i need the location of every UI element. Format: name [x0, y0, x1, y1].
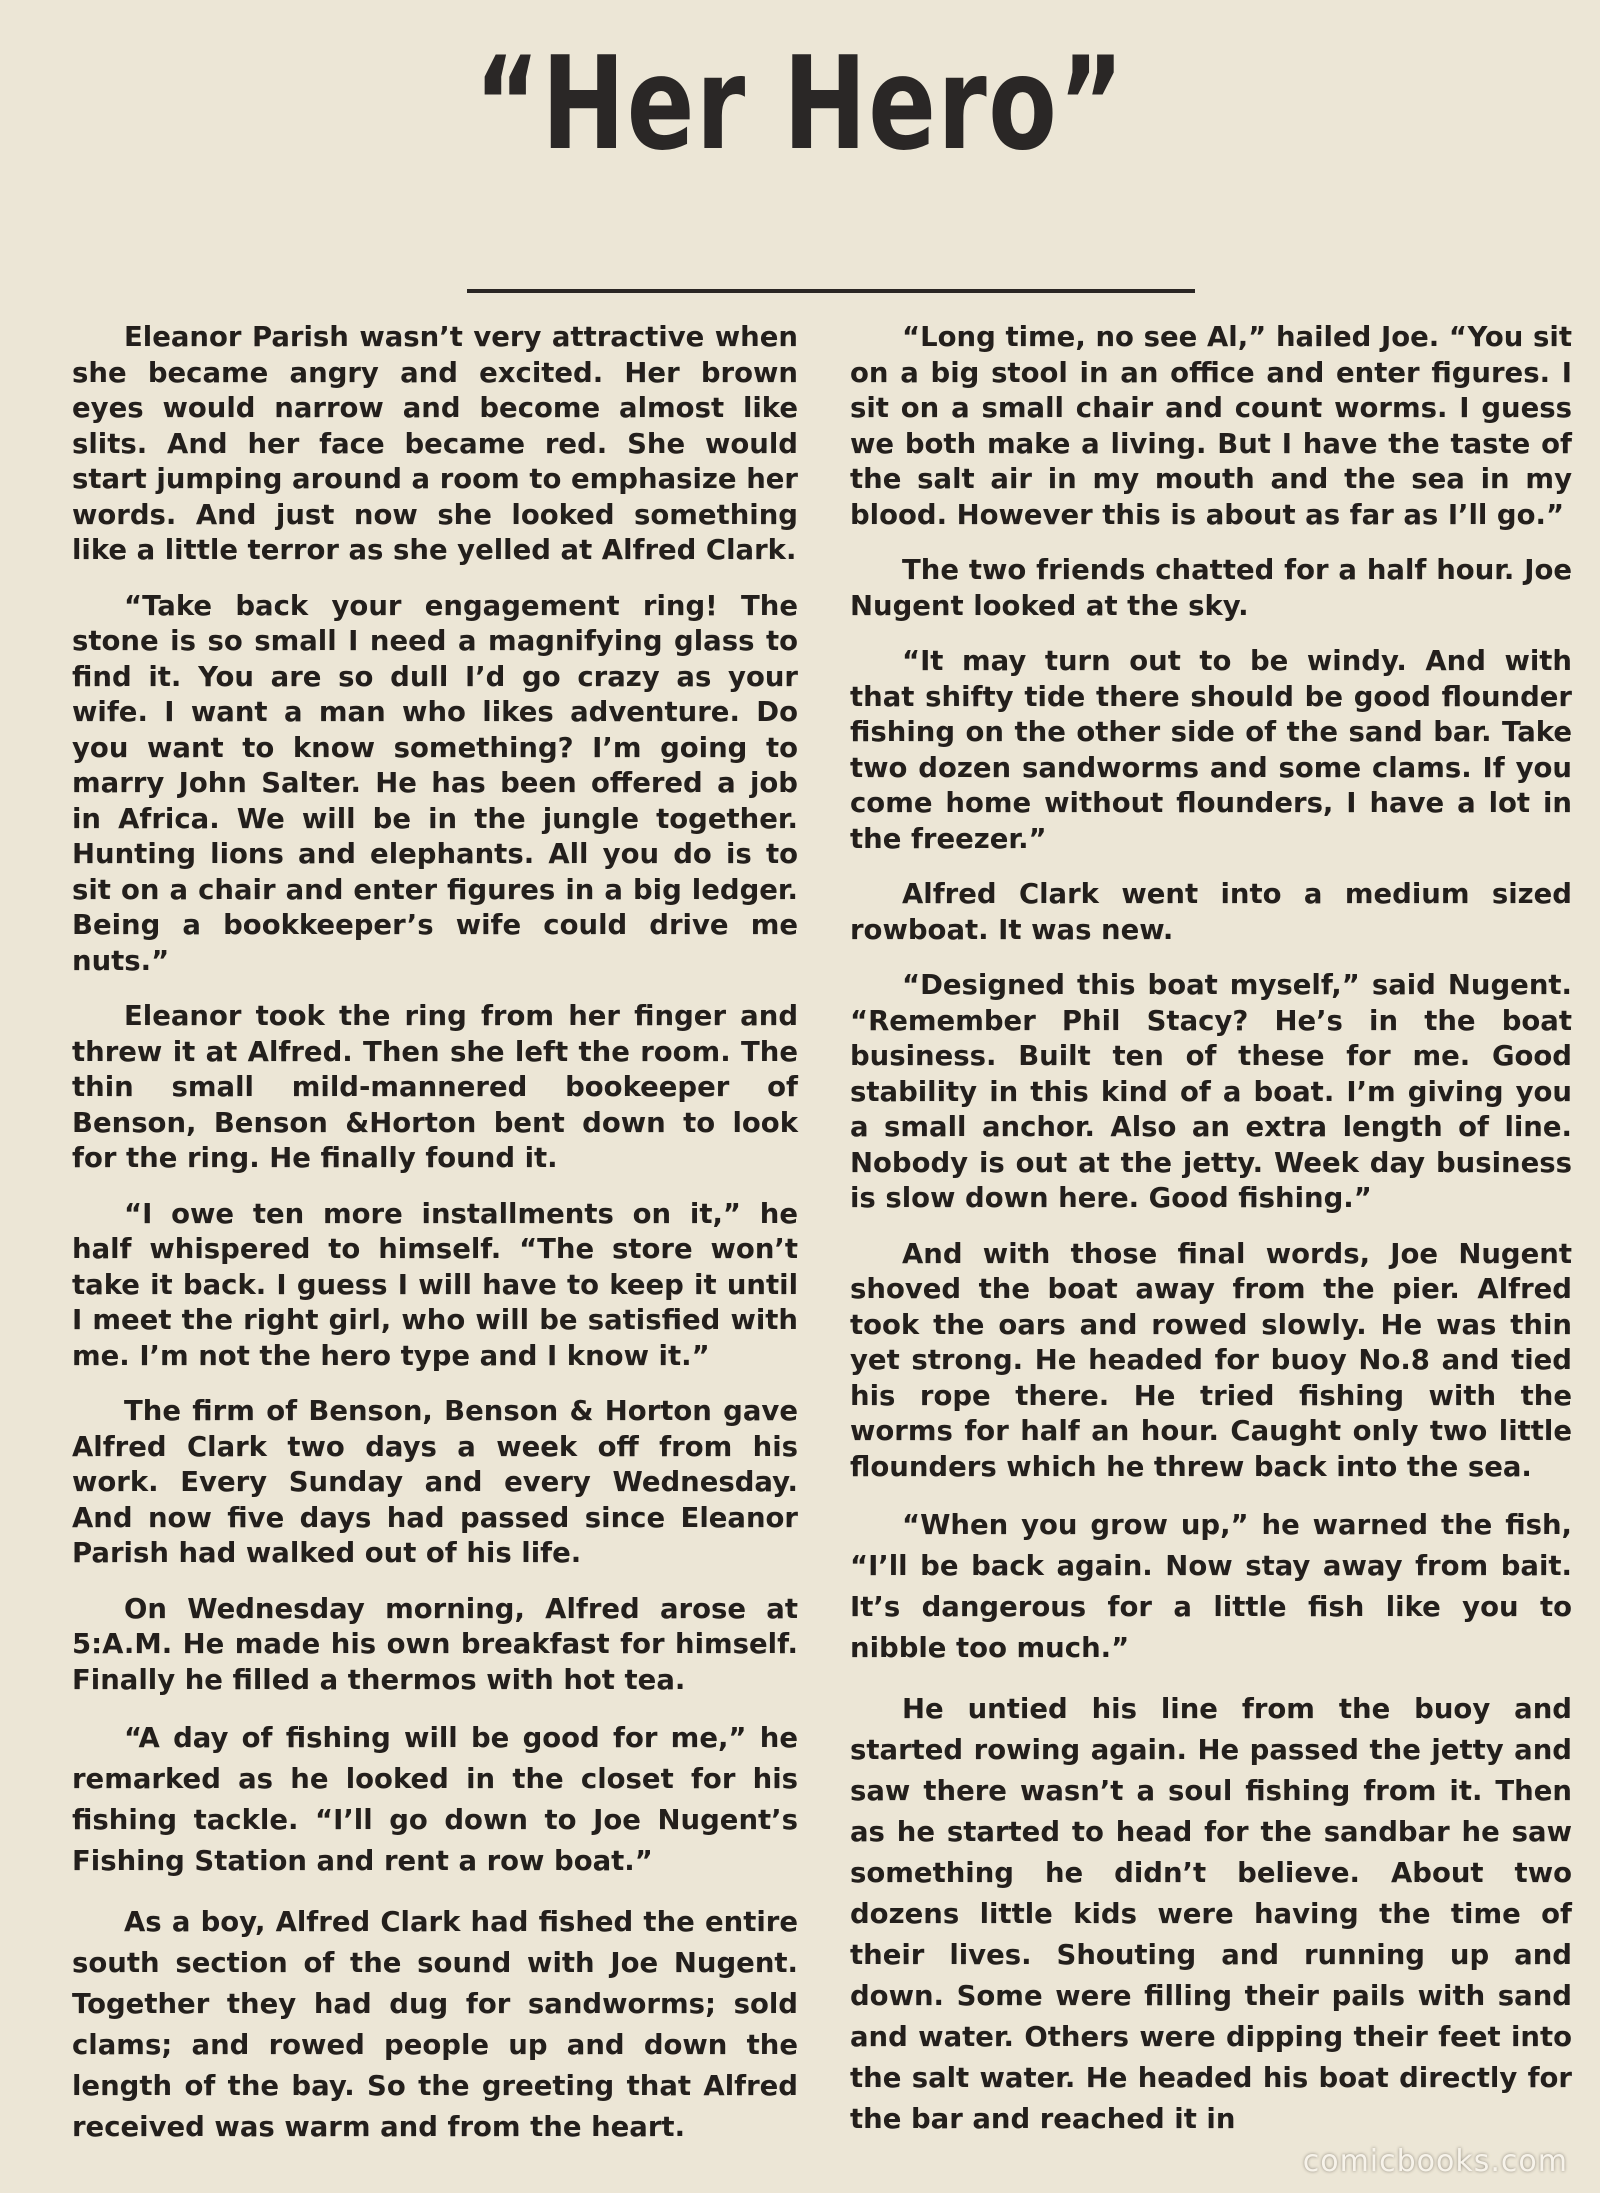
paragraph: The firm of Benson, Benson & Horton gave Alfred Clark two days a week off from his work. Every Sunday and every Wednesday. And now five days had passed since Eleanor Parish had walked out of his life.: [72, 1395, 798, 1569]
watermark: comicbooks.com: [1302, 2144, 1568, 2179]
right-column: [850, 320, 1572, 2160]
paragraph: “A day of fishing will be good for me,” he remarked as he looked in the closet for his fishing tackle. “I’ll go down to Joe Nugent’s Fishing Station and rent a row boat.”: [72, 1722, 798, 1877]
paragraph: “When you grow up,” he warned the fish, “I’ll be back again. Now stay away from bait. It’s dangerous for a little fish like you to nibble too much.”: [850, 1509, 1572, 1664]
title-divider: [467, 289, 1195, 293]
paragraph: Eleanor Parish wasn’t very attractive when she became angry and excited. Her brown eyes would narrow and become almost like slits. And her face became red. She would start jumping around a room to emphasize her words. And just now she looked something like a little terror as she yelled at Alfred Clark.: [72, 321, 798, 566]
story-title: “Her Hero”: [474, 30, 1126, 179]
paragraph: Alfred Clark went into a medium sized rowboat. It was new.: [850, 878, 1572, 946]
paragraph: “Designed this boat myself,” said Nugent. “Remember Phil Stacy? He’s in the boat business. Built ten of these for me. Good stability in this kind of a boat. I’m giving you a small anchor. Also an extra length of line. Nobody is out at the jetty. Week day business is slow down here. Good fishing.”: [850, 969, 1572, 1214]
left-column: [72, 320, 798, 2168]
paragraph: The two friends chatted for a half hour. Joe Nugent looked at the sky.: [850, 554, 1572, 622]
paragraph: “Long time, no see Al,” hailed Joe. “You sit on a big stool in an office and enter figures. I sit on a small chair and count worms. I guess we both make a living. But I have the taste of the salt air in my mouth and the sea in my blood. However this is about as far as I’ll go.”: [850, 321, 1572, 531]
paragraph: “It may turn out to be windy. And with that shifty tide there should be good flounder fishing on the other side of the sand bar. Take two dozen sandworms and some clams. If you come home without flounders, I have a lot in the freezer.”: [850, 645, 1572, 855]
paragraph: As a boy, Alfred Clark had fished the entire south section of the sound with Joe Nugent. Together they had dug for sandworms; sold clams; and rowed people up and down the length of the bay. So the greeting that Alfred received was warm and from the heart.: [72, 1906, 798, 2143]
paragraph: “I owe ten more installments on it,” he half whispered to himself. “The store won’t take it back. I guess I will have to keep it until I meet the right girl, who will be satisfied with me. I’m not the hero type and I know it.”: [72, 1197, 798, 1372]
paragraph: And with those final words, Joe Nugent shoved the boat away from the pier. Alfred took the oars and rowed slowly. He was thin yet strong. He headed for buoy No.8 and tied his rope there. He tried fishing with the worms for half an hour. Caught only two little flounders which he threw back into the sea.: [850, 1237, 1572, 1483]
paragraph: “Take back your engagement ring! The stone is so small I need a magnifying glass to find it. You are so dull I’d go crazy as your wife. I want a man who likes adventure. Do you want to know something? I’m going to marry John Salter. He has been offered a job in Africa. We will be in the jungle together. Hunting lions and elephants. All you do is to sit on a chair and enter figures in a big ledger. Being a bookkeeper’s wife could drive me nuts.”: [72, 589, 798, 977]
paragraph: On Wednesday morning, Alfred arose at 5:A.M. He made his own breakfast for himself. Finally he filled a thermos with hot tea.: [72, 1592, 798, 1696]
paragraph: Eleanor took the ring from her finger and threw it at Alfred. Then she left the room. The thin small mild-mannered bookeeper of Benson, Benson &Horton bent down to look for the ring. He finally found it.: [72, 1000, 798, 1174]
paragraph: He untied his line from the buoy and started rowing again. He passed the jetty and saw there wasn’t a soul fishing from it. Then as he started to head for the sandbar he saw something he didn’t believe. About two dozens little kids were having the time of their lives. Shouting and running up and down. Some were filling their pails with sand and water. Others were dipping their feet into the salt water. He headed his boat directly for the bar and reached it in: [850, 1693, 1572, 2135]
